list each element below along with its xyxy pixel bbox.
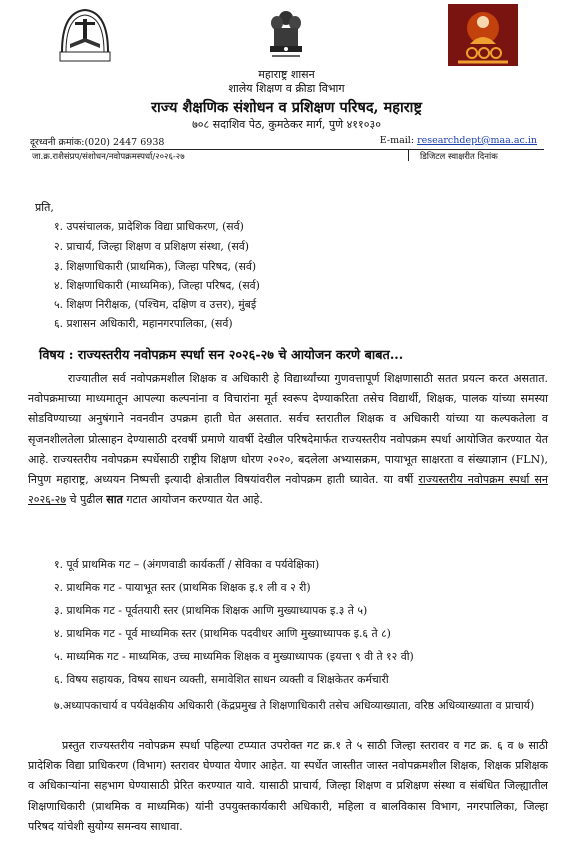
digital-signature-date: डिजिटल स्वाक्षरीत दिनांक [420,152,498,162]
group-item: १. पूर्व प्राथमिक गट – (अंगणवाडी कार्यकर्ती / सेविका व पर्यवेक्षिका) [54,558,320,571]
paragraph-text: गटात आयोजन करण्यात येत आहे. [122,493,263,507]
body-paragraph-1 [28,369,548,510]
paragraph-text: राज्यातील सर्व नवोपक्रमशील शिक्षक व अधिकारी हे विद्यार्थ्यांच्या गुणवत्तापूर्ण शिक्षणासाठी सतत प्रयत्न करत असतात. नवोपक्रमाच्या माध्यमातून आपल्या कल्पनांना व विचारांना मूर्त स्वरूप देण्याकरिता तसेच विद्यार्थी, शिक्षक, पालक यांच्या समस्या सोडविण्याच्या अनुषंगाने नवनवीन उपक्रम हाती घेत असतात. सर्वच स्तरातील शिक्षक व अधिकारी यांच्या या कल्पकतेला व सृजनशीलतेला प्रोत्साहन देण्यासाठी दरवर्षी प्रमाणे यावर्षी देखील परिषदेमार्फत राज्यस्तरीय नवोपक्रम स्पर्धा आयोजित करण्यात येत आहे. राज्यस्तरीय नवोपक्रम स्पर्धेसाठी राष्ट्रीय शिक्षण धोरण २०२०, बदलेला अभ्यासक्रम, पायाभूत साक्षरता व संख्याज्ञान (FLN), निपुण महाराष्ट्र, अध्ययन निष्पत्ती इत्यादी क्षेत्रातील विषयांवरील नवोपक्रम हाती घ्यावेत. या वर्षी [28,372,548,487]
group-item: ४. प्राथमिक गट - पूर्व माध्यमिक स्तर (प्राथमिक पदवीधर आणि मुख्याध्यापक इ.६ ते ८) [54,627,391,640]
email-label: E-mail: [379,135,418,146]
institution-address: ७०८ सदाशिव पेठ, कुमठेकर मार्ग, पुणे ४११०३० [192,118,381,131]
reference-divider [408,150,409,161]
recipient-item: १. उपसंचालक, प्रादेशिक विद्या प्राधिकरण, (सर्व) [54,220,244,233]
group-item: २. प्राथमिक गट - पायाभूत स्तर (प्राथमिक शिक्षक इ.१ ली व २ री) [54,581,311,594]
email-contact [380,135,537,146]
state-emblem [266,8,306,66]
email-link[interactable]: researchdept@maa.ac.in [417,135,537,146]
institution-name: राज्य शैक्षणिक संशोधन व प्रशिक्षण परिषद, महाराष्ट्र [151,99,422,116]
subject-text: राज्यस्तरीय नवोपक्रम स्पर्धा सन २०२६-२७ चे आयोजन करणे बाबत... [77,348,404,363]
group-item: ५. माध्यमिक गट - माध्यमिक, उच्च माध्यमिक शिक्षक व मुख्याध्यापक (इयत्ता ९ वी ते १२ वी) [54,650,414,663]
phone-number: दूरध्वनी क्रमांक:(020) 2447 6938 [30,137,165,148]
group-item-7: ७.अध्यापकाचार्य व पर्यवेक्षकीय अधिकारी (केंद्रप्रमुख ते शिक्षणाधिकारी तसेच अधिव्याख्याता, वरिष्ठ अधिव्याख्याता व प्राचार्य) [54,699,535,712]
group-count: सात [106,493,123,507]
department-name: शालेय शिक्षण व क्रीडा विभाग [228,82,345,95]
recipient-item: ३. शिक्षणाधिकारी (प्राथमिक), जिल्हा परिषद, (सर्व) [54,260,257,273]
recipient-item: २. प्राचार्य, जिल्हा शिक्षण व प्रशिक्षण संस्था, (सर्व) [54,240,250,253]
scert-logo [56,6,114,66]
recipient-item: ४. शिक्षणाधिकारी (माध्यमिक), जिल्हा परिषद, (सर्व) [54,279,260,292]
group-item: ३. प्राथमिक गट - पूर्वतयारी स्तर (प्राथमिक शिक्षक आणि मुख्याध्यापक इ.३ ते ५) [54,604,368,617]
reference-bar [30,149,544,161]
recipient-item: ५. शिक्षण निरीक्षक, (पश्चिम, दक्षिण व उत्तर), मुंबई [54,298,257,311]
anniversary-logo [448,4,518,66]
competition-name-underlined: राज्यस्तरीय नवोपक्रम स्पर्धा सन २०२६-२७ [28,473,549,507]
subject-label: विषय : [39,348,78,363]
recipient-item: ६. प्रशासन अधिकारी, महानगरपालिका, (सर्व) [54,317,233,330]
paragraph-text: चे पुढील [66,493,107,507]
addressee-heading: प्रति, [35,201,54,214]
group-item: ६. विषय सहायक, विषय साधन व्यक्ती, समावेशित साधन व्यक्ती व शिक्षकेतर कर्मचारी [54,673,389,686]
body-paragraph-2: प्रस्तुत राज्यस्तरीय नवोपक्रम स्पर्धा पहिल्या टप्प्यात उपरोक्त गट क्र.१ ते ५ साठी जिल्हा स्तरावर व गट क्र. ६ व ७ साठी प्रादेशिक विद्या प्राधिकरण (विभाग) स्तरावर घेण्यात येणार आहेत. या स्पर्धेत जास्तीत जास्त नवोपक्रमशील शिक्षक, शिक्षक प्रशिक्षक व अधिकाऱ्यांना सहभाग घेण्यासाठी प्रेरित करण्यात यावे. यासाठी प्राचार्य, जिल्हा शिक्षण व प्रशिक्षण संस्था व संबंधित जिल्ह्यातील शिक्षणाधिकारी (प्राथमिक व माध्यमिक) यांनी उपयुक्तकार्यकारी अधिकारी, महिला व बालविकास विभाग, नगरपालिका, जिल्हा परिषद यांचेशी सुयोग्य समन्वय साधावा. [28,739,548,833]
subject-line [39,345,403,363]
reference-number: जा.क्र.राशैसंप्रप/संशोधन/नवोपक्रमस्पर्धा/२०२६-२७ [32,152,185,162]
government-name: महाराष्ट्र शासन [258,68,315,81]
